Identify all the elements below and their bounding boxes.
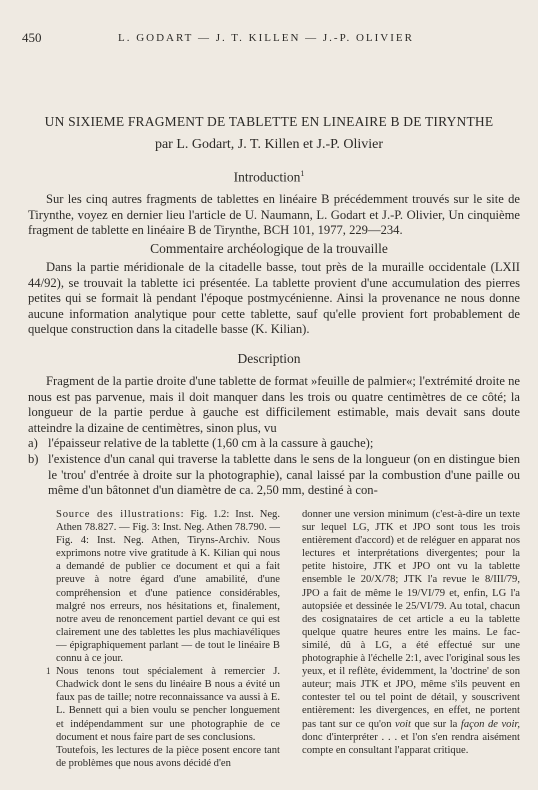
source-text: Fig. 1.2: Inst. Neg. Athen 78.827. — Fig. 3: Inst. Neg. Athen 78.790. —Fig. 4: Inst. Neg. Athen, Tiryns-Archiv. Nous exprimons notre vive gratitude à K. Kilian qui nous a demandé de publier ce document et qui a fait preuve à notre égard d'une amabilité, d'une compréhension et d'une patience considérables, malgré nos erreurs, nos hésitations et, finalement, notre aveu de renoncement partiel devant ce qui est clairement une des tablettes les plus machiavéliques — épigraphiquement parlant — de tout le linéaire B connu à ce jour. <box>56 509 280 665</box>
footnote-right-doctrine: 'doctrine' <box>450 666 489 678</box>
page-header <box>22 30 516 50</box>
description-paragraph: Fragment de la partie droite d'une tablette de format »feuille de palmier«; l'extrémité droite ne nous est pas parvenue, mais il doit manquer dans les trois ou quatre centimètres de ce côté; la longueur de la partie perdue à gauche est difficilement estimable, mais devait sans doute atteindre la dizaine de centimètres, sinon plus, vu <box>28 374 520 435</box>
introduction-paragraph: Sur les cinq autres fragments de tablettes en linéaire B précédemment trouvés sur le site de Tirynthe, voyez en dernier lieu l'article de U. Naumann, L. Godart et J.-P. Olivier, Un cinquième fragment de tablette en linéaire B de Tirynthe, BCH 101, 1977, 229—234. <box>28 192 520 238</box>
commentaire-paragraph: Dans la partie méridionale de la citadelle basse, tout près de la muraille occidentale (LXII 44/92), se trouvait la tablette ici présentée. La tablette provient d'une accumulation des pierres petites qui se formait là pendant l'époque postmycénienne. Ainsi la provenance ne nous donne aucune information analytique pour cette tablette, sauf qu'elle provient fort probablement de quelque construction dans la citadelle basse (K. Kilian). <box>28 260 520 337</box>
description-block <box>28 374 520 499</box>
article-authors: par L. Godart, J. T. Killen et J.-P. Olivier <box>154 137 384 152</box>
introduction-heading-text: Introduction <box>233 169 301 185</box>
footnote-right-voit: voit <box>395 718 411 730</box>
item-b-marker: b) <box>28 451 39 466</box>
source-illustrations <box>56 508 280 665</box>
description-item-b <box>28 452 520 499</box>
footnote-right-part3: que sur la <box>410 718 461 730</box>
introduction-footnote-mark: 1 <box>300 169 305 178</box>
article-title: UN SIXIEME FRAGMENT DE TABLETTE EN LINEAIRE B DE TIRYNTHE <box>44 114 494 129</box>
footnote-right-part1: donner une version minimum (c'est-à-dire un texte sur lequel LG, JTK et JPO sont tous les trois entièrement d'accord) et de reléguer en apparat nos lectures et interprétations divergentes; pour la petite histoire, JTK et JPO ont vu la tablette ensemble le 20/X/78; JTK l'a revue le 8/III/79, JPO a fait de même le 19/VI/79 et, enfin, LG l'a autopsiée et dessinée le 25/VI/79. Au total, chacun des cosignataires de cet article a eu la tablette quelque quatre heures entre les mains. Le fac-similé, dû à LG, a été effectué sur une photographie à l'échelle 2:1, avec l'original sous les yeux, et il reflète, évidemment, la <box>302 509 520 678</box>
footnote-1 <box>46 665 280 744</box>
footnote-left-column <box>46 508 280 770</box>
item-a-marker: a) <box>28 436 38 451</box>
source-label: Source des illustrations: <box>56 509 185 520</box>
footnote-right-facon: façon de voir, <box>460 718 521 730</box>
item-b-text: l'existence d'un canal qui traverse la tablette dans le sens de la longueur (on en distingue bien le 'trou' d'entrée à droite sur la photographie), canal laissé par la combustion d'une paille ou même d'un bâtonnet d'un diamètre de ca. 2,50 mm, destiné à con- <box>48 451 520 498</box>
footnote-continuation: Toutefois, les lectures de la pièce posent encore tant de problèmes que nous avons décidé d'en <box>56 744 280 769</box>
running-head: L. GODART — J. T. KILLEN — J.-P. OLIVIER <box>118 32 414 44</box>
footnote-right-part4: donc d'interpréter . . . et l'on s'en rendra aisément compte en consultant l'apparat critique. <box>302 731 520 756</box>
commentaire-heading: Commentaire archéologique de la trouvaille <box>150 241 388 256</box>
footnote-number: 1 <box>46 666 51 677</box>
footnote-text: Nous tenons tout spécialement à remercier J. Chadwick dont le sens du linéaire B nous a évité un faux pas de taille; notre reconnaissance va aussi à E. L. Bennett qui a bien voulu se pencher longuement et indépendamment sur une photographie de ce document et nous faire part de ses conclusions. <box>56 666 280 743</box>
introduction-heading <box>20 169 518 186</box>
description-item-a <box>28 436 520 452</box>
item-a-text: l'épaisseur relative de la tablette (1,60 cm à la cassure à gauche); <box>48 436 374 451</box>
description-heading: Description <box>237 351 301 366</box>
footnote-right-part2: de son auteur; mais JTK et JPO, même s'ils peuvent en contester tel ou tel point de détail, y souscrivent entièrement: les divergences, en effet, ne portent pas tant sur ce qu'on <box>302 666 520 730</box>
footnote-right-column <box>302 508 520 757</box>
page-number: 450 <box>22 30 42 45</box>
